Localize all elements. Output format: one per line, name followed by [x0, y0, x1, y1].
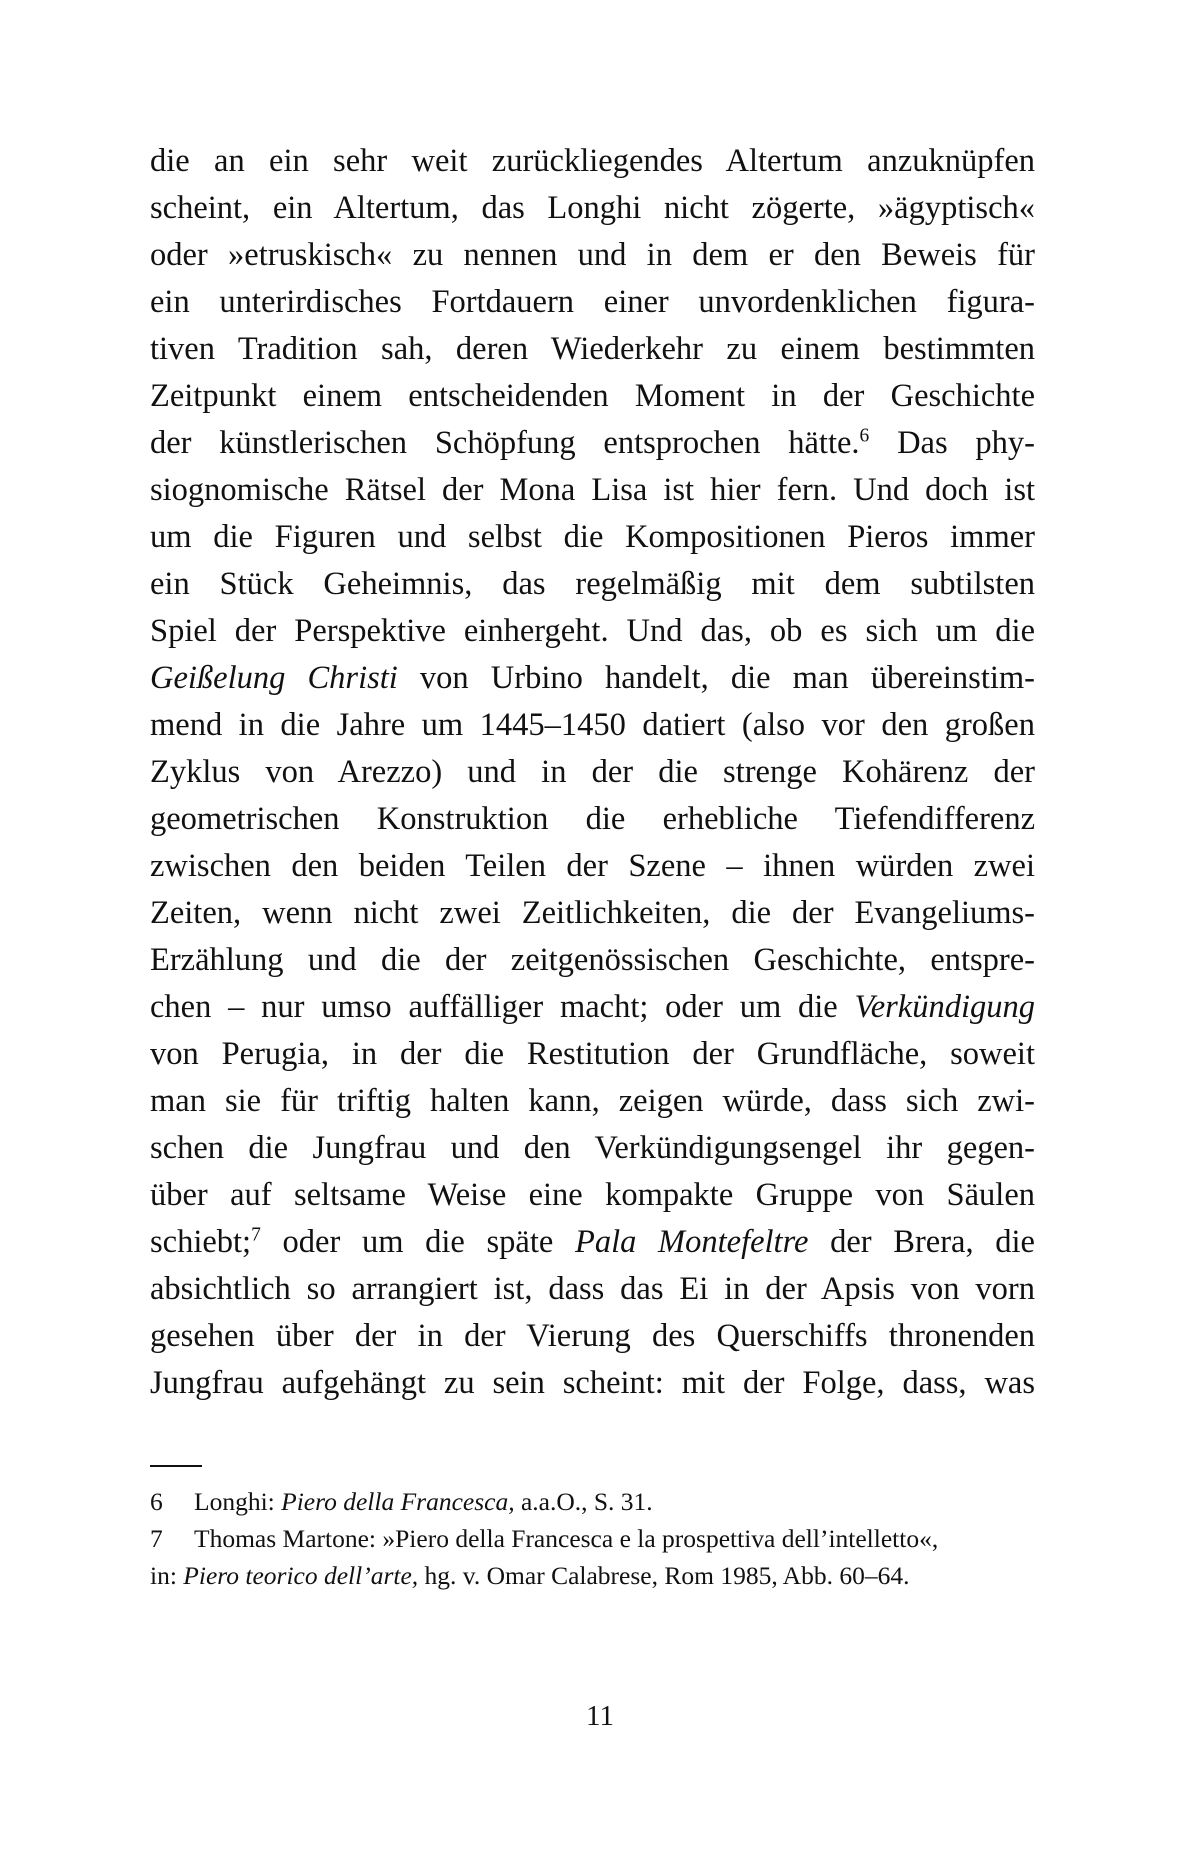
- text-segment: von Urbino handelt, die man übereinstim-: [397, 660, 1035, 696]
- text-line: die an ein sehr weit zurückliegendes Altertum anzuknüpfen: [150, 143, 1035, 179]
- footnote-title: Piero della Francesca,: [281, 1487, 515, 1516]
- footnotes: [150, 1483, 1035, 1594]
- text-line: man sie für triftig halten kann, zeigen würde, dass sich zwi-: [150, 1083, 1035, 1119]
- footnote-text: in:: [150, 1561, 184, 1590]
- text-line: [150, 420, 1035, 467]
- footnote-number: 7: [150, 1524, 163, 1553]
- text-line: zwischen den beiden Teilen der Szene – ihnen würden zwei: [150, 848, 1035, 884]
- footnote-text: a.a.O., S. 31.: [514, 1487, 653, 1516]
- footnote-ref: 7: [251, 1224, 261, 1246]
- text-line: Zeiten, wenn nicht zwei Zeitlichkeiten, die der Evangeliums-: [150, 895, 1035, 931]
- footnote-ref: 6: [859, 425, 870, 447]
- text-line: tiven Tradition sah, deren Wiederkehr zu einem bestimmten: [150, 331, 1035, 367]
- footnote-text: hg. v. Omar Calabrese, Rom 1985, Abb. 60–64.: [418, 1561, 910, 1590]
- footnote-text: Thomas Martone: »Piero della Francesca e la prospettiva dell’intelletto«,: [194, 1524, 939, 1553]
- text-segment: chen – nur umso auffälliger macht; oder um die: [150, 989, 838, 1025]
- page-number: 11: [586, 1700, 614, 1732]
- text-line: geometrischen Konstruktion die erhebliche Tiefendifferenz: [150, 801, 1035, 837]
- text-line: Zyklus von Arezzo) und in der die strenge Kohärenz der: [150, 754, 1035, 790]
- footnote-number: 6: [150, 1487, 163, 1516]
- text-segment: Das phy-: [869, 425, 1035, 461]
- text-line: gesehen über der in der Vierung des Querschiffs thronenden: [150, 1318, 1035, 1354]
- artwork-title: Pala Montefeltre: [574, 1224, 809, 1260]
- text-line: [150, 1219, 1035, 1266]
- footnote-text: Longhi:: [194, 1487, 282, 1516]
- text-line: schen die Jungfrau und den Verkündigungsengel ihr gegen-: [150, 1130, 1035, 1166]
- footnote-divider: [150, 1465, 202, 1467]
- text-line: Spiel der Perspektive einhergeht. Und das, ob es sich um die: [150, 613, 1035, 649]
- text-line: ein unterirdisches Fortdauern einer unvordenklichen figura-: [150, 284, 1035, 320]
- footnote-title: Piero teorico dell’arte,: [183, 1561, 419, 1590]
- text-segment: oder um die späte: [260, 1224, 575, 1260]
- text-line: oder »etruskisch« zu nennen und in dem er den Beweis für: [150, 237, 1035, 273]
- artwork-title: Geißelung Christi: [150, 660, 398, 696]
- footnote: [150, 1483, 1035, 1520]
- text-line: siognomische Rätsel der Mona Lisa ist hier fern. Und doch ist: [150, 472, 1035, 508]
- text-line: um die Figuren und selbst die Kompositionen Pieros immer: [150, 519, 1035, 555]
- text-segment: der künstlerischen Schöpfung entsprochen hätte.: [150, 425, 860, 461]
- text-segment: der Brera, die: [808, 1224, 1035, 1260]
- text-line: [150, 655, 1035, 702]
- text-line: Zeitpunkt einem entscheidenden Moment in der Geschichte: [150, 378, 1035, 414]
- text-line: absichtlich so arrangiert ist, dass das Ei in der Apsis von vorn: [150, 1271, 1035, 1307]
- text-line: [150, 984, 1035, 1031]
- text-line: ein Stück Geheimnis, das regelmäßig mit dem subtilsten: [150, 566, 1035, 602]
- text-line: scheint, ein Altertum, das Longhi nicht zögerte, »ägyptisch«: [150, 190, 1035, 226]
- text-line: Erzählung und die der zeitgenössischen Geschichte, entspre-: [150, 942, 1035, 978]
- body-text: [150, 138, 1035, 1407]
- text-line: Jungfrau aufgehängt zu sein scheint: mit der Folge, dass, was: [150, 1365, 1035, 1401]
- artwork-title: Verkündigung: [854, 989, 1036, 1025]
- text-line: mend in die Jahre um 1445–1450 datiert (also vor den großen: [150, 707, 1035, 743]
- footnote: [150, 1520, 1035, 1557]
- text-segment: schiebt;: [150, 1224, 252, 1260]
- text-line: über auf seltsame Weise eine kompakte Gruppe von Säulen: [150, 1177, 1035, 1213]
- text-line: von Perugia, in der die Restitution der Grundfläche, soweit: [150, 1036, 1035, 1072]
- footnote-continuation: [150, 1557, 1035, 1594]
